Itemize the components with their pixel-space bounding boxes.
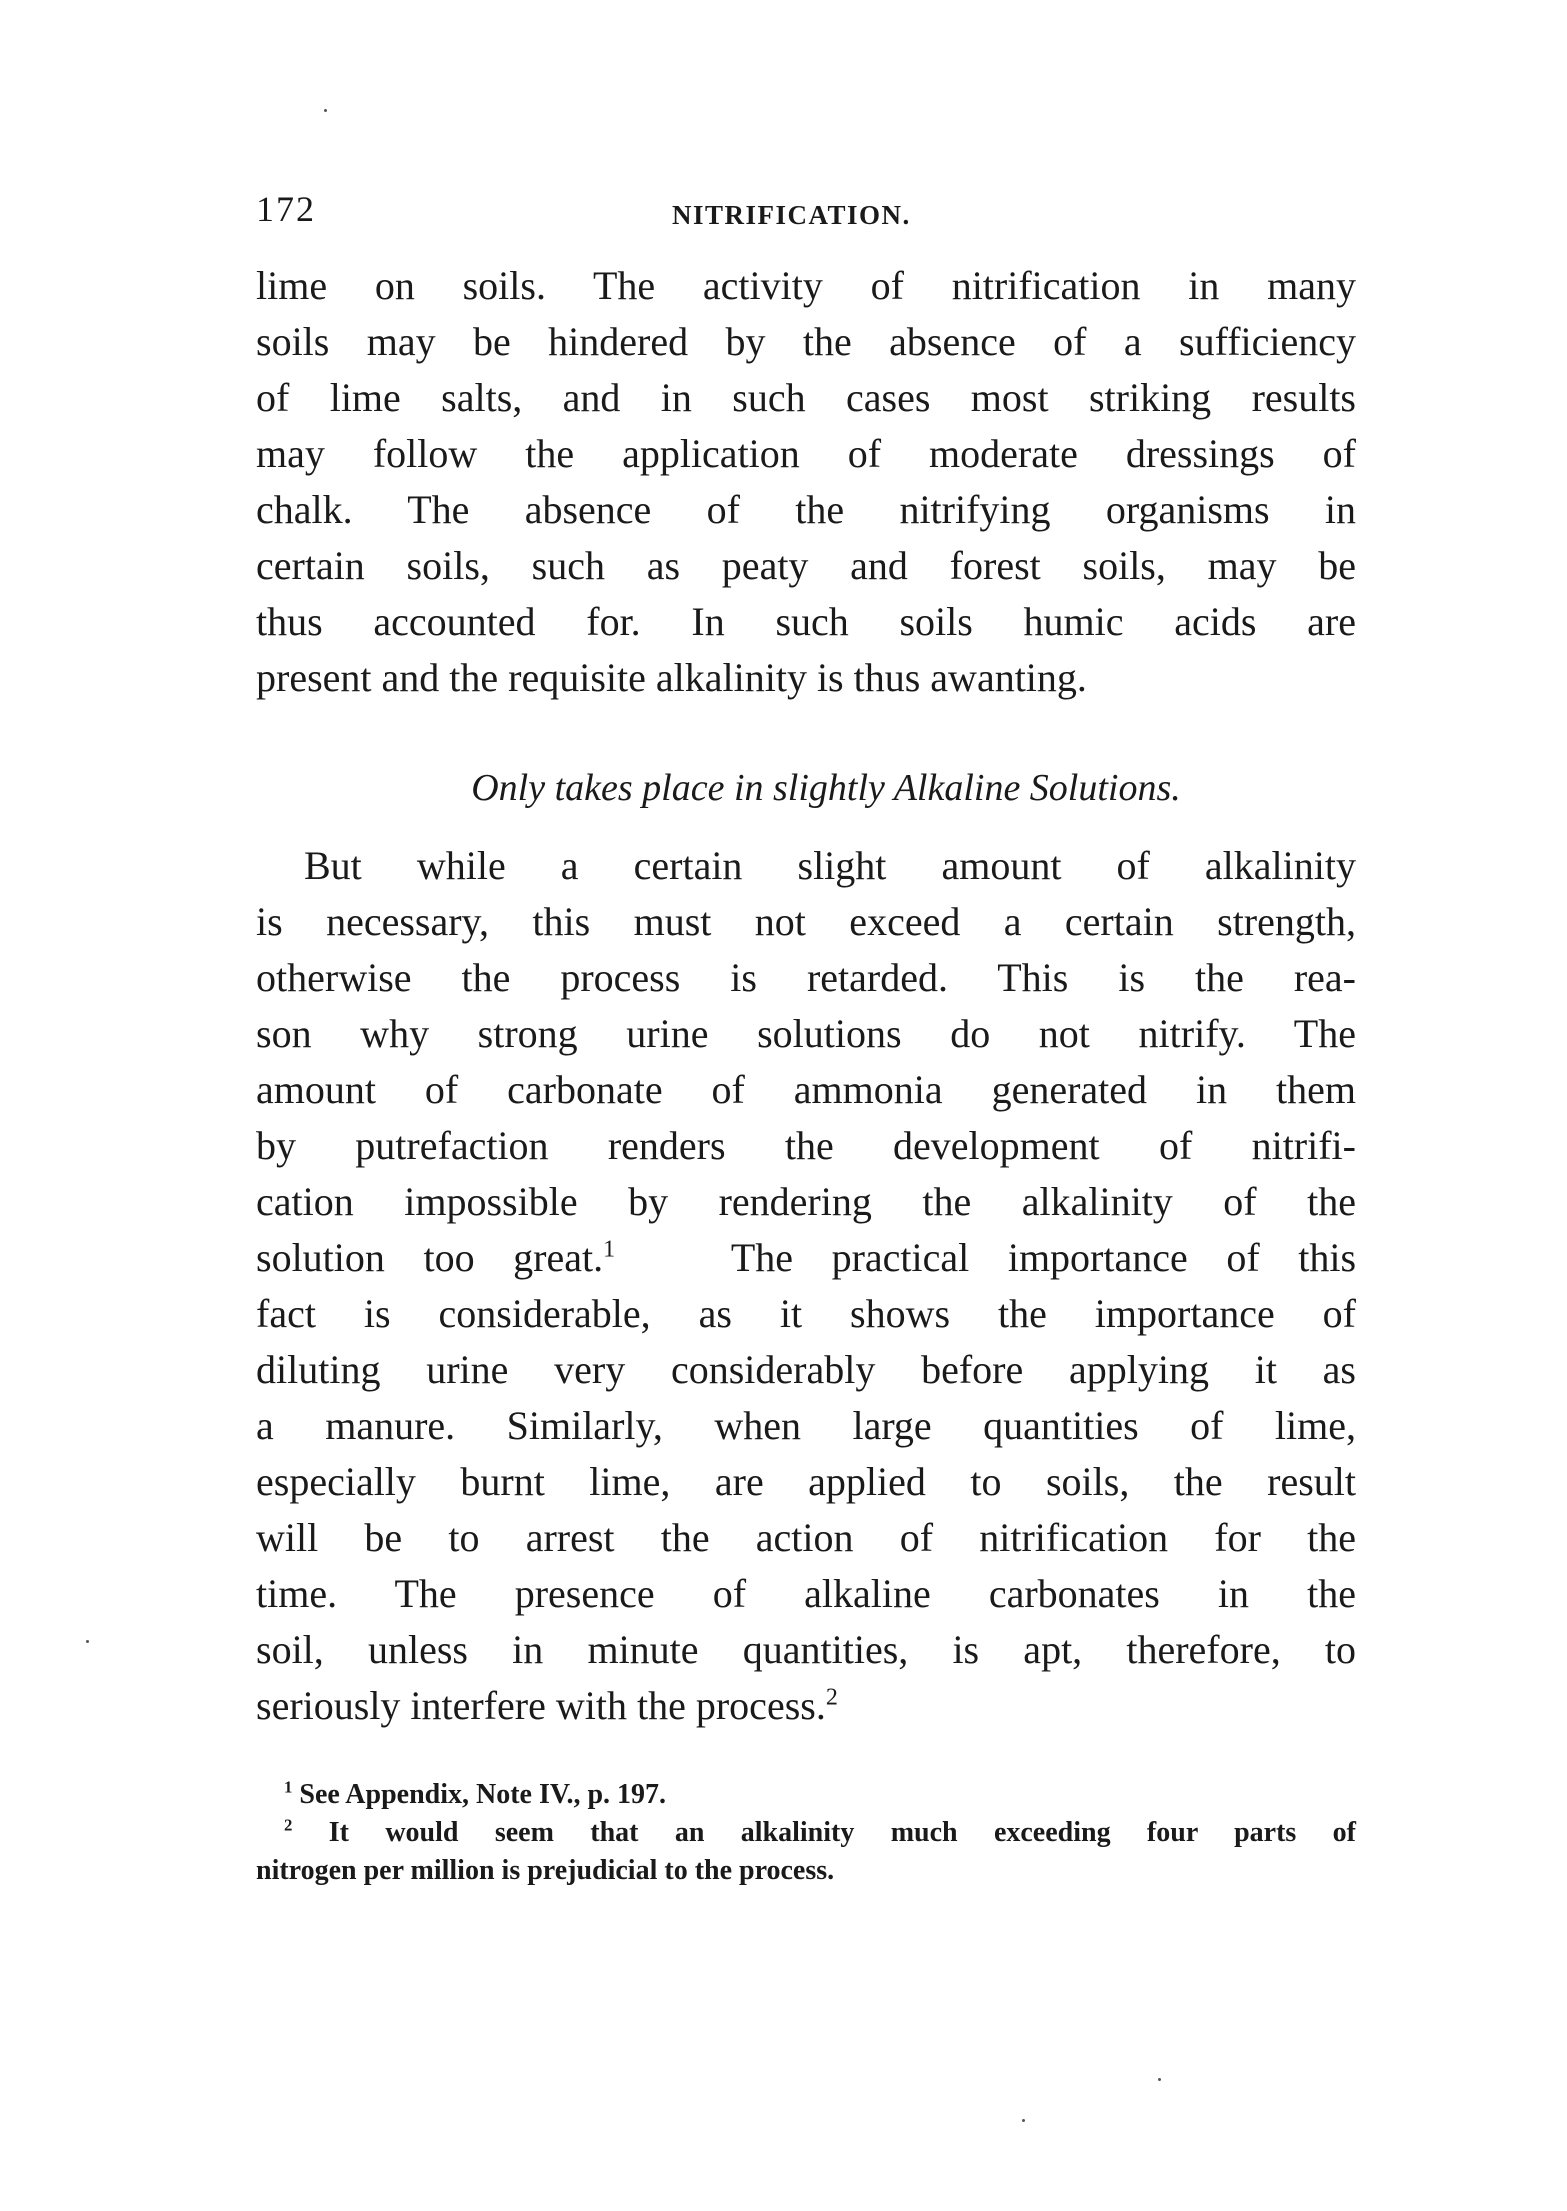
text-line: certain soils, such as peaty and forest soils, may be	[256, 543, 1356, 588]
text-line: But while a certain slight amount of alkalinity	[304, 843, 1356, 888]
text-line: soils may be hindered by the absence of a sufficiency	[256, 319, 1356, 364]
text-line: time. The presence of alkaline carbonates in the	[256, 1571, 1356, 1616]
text-line: of lime salts, and in such cases most striking results	[256, 375, 1356, 420]
scan-speck	[1022, 2119, 1025, 2122]
footnote-1	[256, 1776, 1356, 1814]
text-line: soil, unless in minute quantities, is apt, therefore, to	[256, 1627, 1356, 1672]
text-line: cation impossible by rendering the alkalinity of the	[256, 1179, 1356, 1224]
text-line: especially burnt lime, are applied to soils, the result	[256, 1459, 1356, 1504]
running-head	[256, 180, 1356, 240]
text-line: fact is considerable, as it shows the importance of	[256, 1291, 1356, 1336]
footnote-text: nitrogen per million is prejudicial to the process.	[256, 1855, 835, 1886]
page-number: 172	[256, 189, 316, 229]
text-line-with-footnote	[256, 1230, 1356, 1286]
text-fragment: The practical importance of this	[730, 1235, 1357, 1280]
text-fragment: seriously interfere with the process.	[256, 1683, 826, 1728]
text-line: chalk. The absence of the nitrifying organisms in	[256, 487, 1356, 532]
text-line: by putrefaction renders the development of nitrifi-	[256, 1123, 1356, 1168]
text-line: present and the requisite alkalinity is thus awanting.	[256, 655, 1087, 700]
running-title: NITRIFICATION.	[672, 200, 911, 230]
paragraph-lime-on-soils	[256, 258, 1356, 706]
section-subheading: Only takes place in slightly Alkaline Solutions.	[471, 767, 1181, 809]
footnote-text: It would seem that an alkalinity much exceeding four parts of	[328, 1817, 1357, 1848]
footnote-2	[256, 1814, 1356, 1890]
footnote-reference-1[interactable]: 1	[603, 1236, 616, 1263]
scan-speck	[86, 1640, 89, 1643]
scan-speck	[324, 109, 327, 112]
footnote-reference-2[interactable]: 2	[825, 1684, 838, 1711]
footnote-mark: 2	[284, 1815, 293, 1835]
text-line: son why strong urine solutions do not nitrify. The	[256, 1011, 1356, 1056]
footnote-mark: 1	[284, 1777, 293, 1797]
text-line: is necessary, this must not exceed a certain strength,	[256, 899, 1356, 944]
paragraph-alkalinity	[256, 838, 1356, 1734]
text-fragment: solution too great.	[256, 1235, 604, 1280]
book-page	[256, 180, 1356, 1890]
footnotes	[256, 1776, 1356, 1890]
scan-speck	[1158, 2078, 1161, 2081]
text-line-with-footnote	[256, 1678, 1356, 1734]
footnote-text: See Appendix, Note IV., p. 197.	[299, 1779, 667, 1810]
text-line: thus accounted for. In such soils humic acids are	[256, 599, 1356, 644]
text-line: amount of carbonate of ammonia generated in them	[256, 1067, 1356, 1112]
text-line: a manure. Similarly, when large quantities of lime,	[256, 1403, 1356, 1448]
text-line: will be to arrest the action of nitrification for the	[256, 1515, 1356, 1560]
text-line: otherwise the process is retarded. This is the rea-	[256, 955, 1356, 1000]
text-line: diluting urine very considerably before applying it as	[256, 1347, 1356, 1392]
text-line: may follow the application of moderate dressings of	[256, 431, 1356, 476]
text-line: lime on soils. The activity of nitrification in many	[256, 263, 1356, 308]
